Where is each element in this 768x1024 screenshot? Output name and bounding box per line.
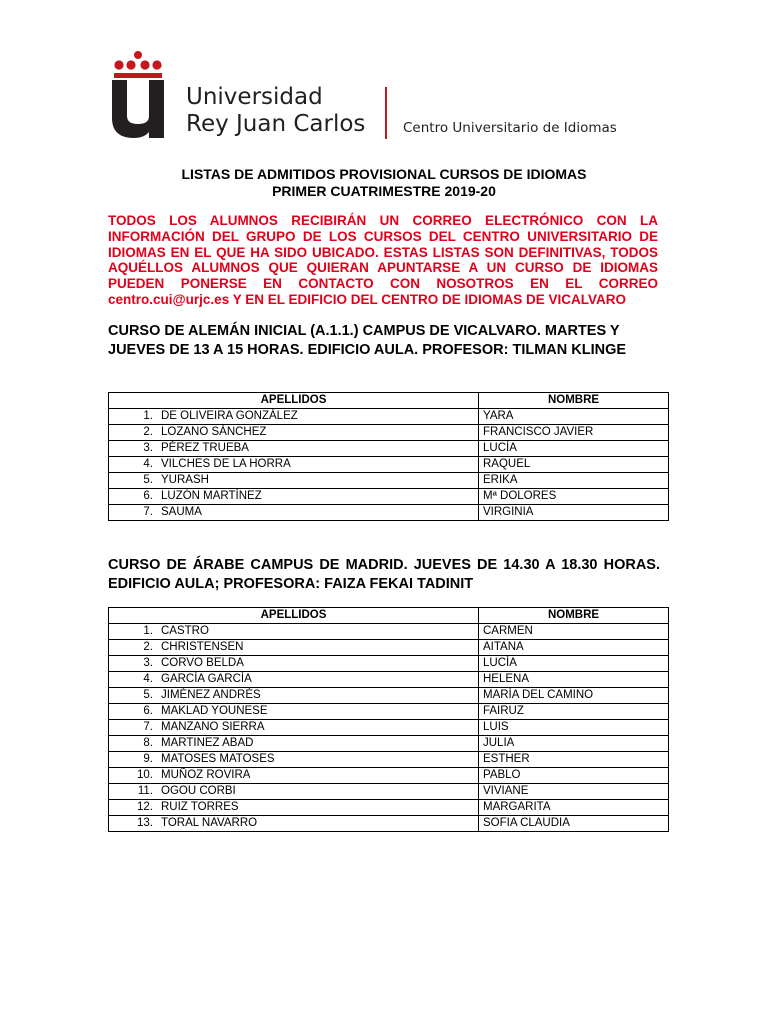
table-header-row xyxy=(109,393,669,409)
nombre-cell: LUIS xyxy=(479,720,669,736)
apellidos-cell xyxy=(109,816,479,832)
apellidos-cell xyxy=(109,784,479,800)
row-number: 2. xyxy=(143,641,153,653)
row-number: 3. xyxy=(143,442,153,454)
row-number: 1. xyxy=(143,625,153,637)
column-header-nombre: NOMBRE xyxy=(479,608,669,624)
table-row xyxy=(109,752,669,768)
table-row xyxy=(109,768,669,784)
table-row xyxy=(109,489,669,505)
admitted-students-table xyxy=(108,392,669,521)
nombre-cell: MARGARITA xyxy=(479,800,669,816)
nombre-cell: VIRGINIA xyxy=(479,505,669,521)
row-number: 4. xyxy=(143,458,153,470)
apellidos-text: MARTINEZ ABAD xyxy=(161,737,254,749)
table-row xyxy=(109,800,669,816)
row-number: 6. xyxy=(143,705,153,717)
apellidos-text: SAUMA xyxy=(161,506,202,518)
apellidos-text: YURASH xyxy=(161,474,209,486)
apellidos-text: CASTRO xyxy=(161,625,209,637)
row-number: 7. xyxy=(143,506,153,518)
table-row xyxy=(109,457,669,473)
row-number: 3. xyxy=(143,657,153,669)
row-number: 8. xyxy=(143,737,153,749)
row-number: 10. xyxy=(137,769,153,781)
table-row xyxy=(109,720,669,736)
row-number: 6. xyxy=(143,490,153,502)
apellidos-cell xyxy=(109,505,479,521)
column-header-apellidos: APELLIDOS xyxy=(109,608,479,624)
row-number: 12. xyxy=(137,801,153,813)
apellidos-cell xyxy=(109,720,479,736)
table-row xyxy=(109,688,669,704)
table-row xyxy=(109,473,669,489)
table-row xyxy=(109,640,669,656)
nombre-cell: AITANA xyxy=(479,640,669,656)
apellidos-cell xyxy=(109,624,479,640)
apellidos-cell xyxy=(109,409,479,425)
apellidos-cell xyxy=(109,752,479,768)
nombre-cell: LUCÍA xyxy=(479,656,669,672)
apellidos-cell xyxy=(109,473,479,489)
admitted-students-table xyxy=(108,607,669,832)
document-title-line1: LISTAS DE ADMITIDOS PROVISIONAL CURSOS DE IDIOMAS xyxy=(181,166,587,182)
apellidos-text: CORVO BELDA xyxy=(161,657,244,669)
apellidos-text: MAKLAD YOUNESE xyxy=(161,705,268,717)
document-title-line2: PRIMER CUATRIMESTRE 2019-20 xyxy=(272,183,496,199)
apellidos-cell xyxy=(109,800,479,816)
page-header xyxy=(0,0,768,150)
apellidos-cell xyxy=(109,688,479,704)
row-number: 1. xyxy=(143,410,153,422)
table-row xyxy=(109,624,669,640)
table-row xyxy=(109,409,669,425)
row-number: 9. xyxy=(143,753,153,765)
table-row xyxy=(109,441,669,457)
nombre-cell: MARÍA DEL CAMINO xyxy=(479,688,669,704)
apellidos-cell xyxy=(109,457,479,473)
nombre-cell: Mª DOLORES xyxy=(479,489,669,505)
nombre-cell: LUCÍA xyxy=(479,441,669,457)
apellidos-text: MANZANO SIERRA xyxy=(161,721,265,733)
row-number: 5. xyxy=(143,474,153,486)
course-title: CURSO DE ALEMÁN INICIAL (A.1.1.) CAMPUS DE VICALVARO. MARTES Y JUEVES DE 13 A 15 HORAS. EDIFICIO AULA. PROFESOR: TILMAN KLINGE xyxy=(108,323,627,358)
apellidos-text: CHRISTENSEN xyxy=(161,641,244,653)
nombre-cell: VIVIANE xyxy=(479,784,669,800)
nombre-cell: FAIRUZ xyxy=(479,704,669,720)
column-header-apellidos: APELLIDOS xyxy=(109,393,479,409)
university-name-line1: Universidad xyxy=(186,84,323,110)
table-header-row xyxy=(109,608,669,624)
university-name xyxy=(186,84,365,138)
header-divider xyxy=(385,87,387,139)
table-row xyxy=(109,505,669,521)
apellidos-text: OGOU CORBI xyxy=(161,785,236,797)
apellidos-text: MATOSES MATOSES xyxy=(161,753,275,765)
table-row xyxy=(109,425,669,441)
table-row xyxy=(109,672,669,688)
row-number: 11. xyxy=(137,785,153,797)
nombre-cell: YARA xyxy=(479,409,669,425)
apellidos-cell xyxy=(109,489,479,505)
nombre-cell: CARMEN xyxy=(479,624,669,640)
centre-name: Centro Universitario de Idiomas xyxy=(403,120,617,136)
apellidos-text: DE OLIVEIRA GONZÁLEZ xyxy=(161,410,298,422)
apellidos-cell xyxy=(109,441,479,457)
course-title: CURSO DE ÁRABE CAMPUS DE MADRID. JUEVES DE 14.30 A 18.30 HORAS. EDIFICIO AULA; PROFESORA: FAIZA FEKAI TADINIT xyxy=(108,557,660,592)
crown-dots-icon xyxy=(113,50,163,80)
notice-text: TODOS LOS ALUMNOS RECIBIRÁN UN CORREO ELECTRÓNICO CON LA INFORMACIÓN DEL GRUPO DE LOS CURSOS DEL CENTRO UNIVERSITARIO DE IDIOMAS EN EL QUE HA SIDO UBICADO. ESTAS LISTAS SON DEFINITIVAS, TODOS AQUÉLLOS ALUMNOS QUE QUIERAN APUNTARSE A UN CURSO DE IDIOMAS PUEDEN PONERSE EN CONTACTO CON NOSOTROS EN EL CORREO centro.cui@urjc.es Y EN EL EDIFICIO DEL CENTRO DE IDIOMAS DE VICALVARO xyxy=(108,213,658,307)
row-number: 13. xyxy=(137,817,153,829)
nombre-cell: RAQUEL xyxy=(479,457,669,473)
apellidos-text: LOZANO SÁNCHEZ xyxy=(161,426,267,438)
apellidos-cell xyxy=(109,736,479,752)
table-row xyxy=(109,656,669,672)
apellidos-text: PÉREZ TRUEBA xyxy=(161,442,249,454)
apellidos-text: MUÑOZ ROVIRA xyxy=(161,769,251,781)
apellidos-cell xyxy=(109,704,479,720)
nombre-cell: FRANCISCO JAVIER xyxy=(479,425,669,441)
apellidos-text: JIMÉNEZ ANDRÉS xyxy=(161,689,261,701)
row-number: 5. xyxy=(143,689,153,701)
apellidos-cell xyxy=(109,656,479,672)
nombre-cell: PABLO xyxy=(479,768,669,784)
nombre-cell: SOFIA CLAUDIA xyxy=(479,816,669,832)
table-row xyxy=(109,736,669,752)
nombre-cell: HELENA xyxy=(479,672,669,688)
apellidos-cell xyxy=(109,640,479,656)
column-header-nombre: NOMBRE xyxy=(479,393,669,409)
nombre-cell: ERIKA xyxy=(479,473,669,489)
university-u-logo xyxy=(112,80,164,138)
table-row xyxy=(109,816,669,832)
apellidos-text: LUZÓN MARTÍNEZ xyxy=(161,490,262,502)
row-number: 4. xyxy=(143,673,153,685)
apellidos-cell xyxy=(109,768,479,784)
row-number: 2. xyxy=(143,426,153,438)
table-row xyxy=(109,704,669,720)
apellidos-cell xyxy=(109,425,479,441)
document-title xyxy=(108,166,660,200)
nombre-cell: JULIA xyxy=(479,736,669,752)
apellidos-cell xyxy=(109,672,479,688)
apellidos-text: GARCÍA GARCÍA xyxy=(161,673,252,685)
table-row xyxy=(109,784,669,800)
nombre-cell: ESTHER xyxy=(479,752,669,768)
apellidos-text: RUIZ TORRES xyxy=(161,801,239,813)
apellidos-text: TORAL NAVARRO xyxy=(161,817,258,829)
row-number: 7. xyxy=(143,721,153,733)
university-name-line2: Rey Juan Carlos xyxy=(186,111,366,137)
apellidos-text: VILCHES DE LA HORRA xyxy=(161,458,291,470)
